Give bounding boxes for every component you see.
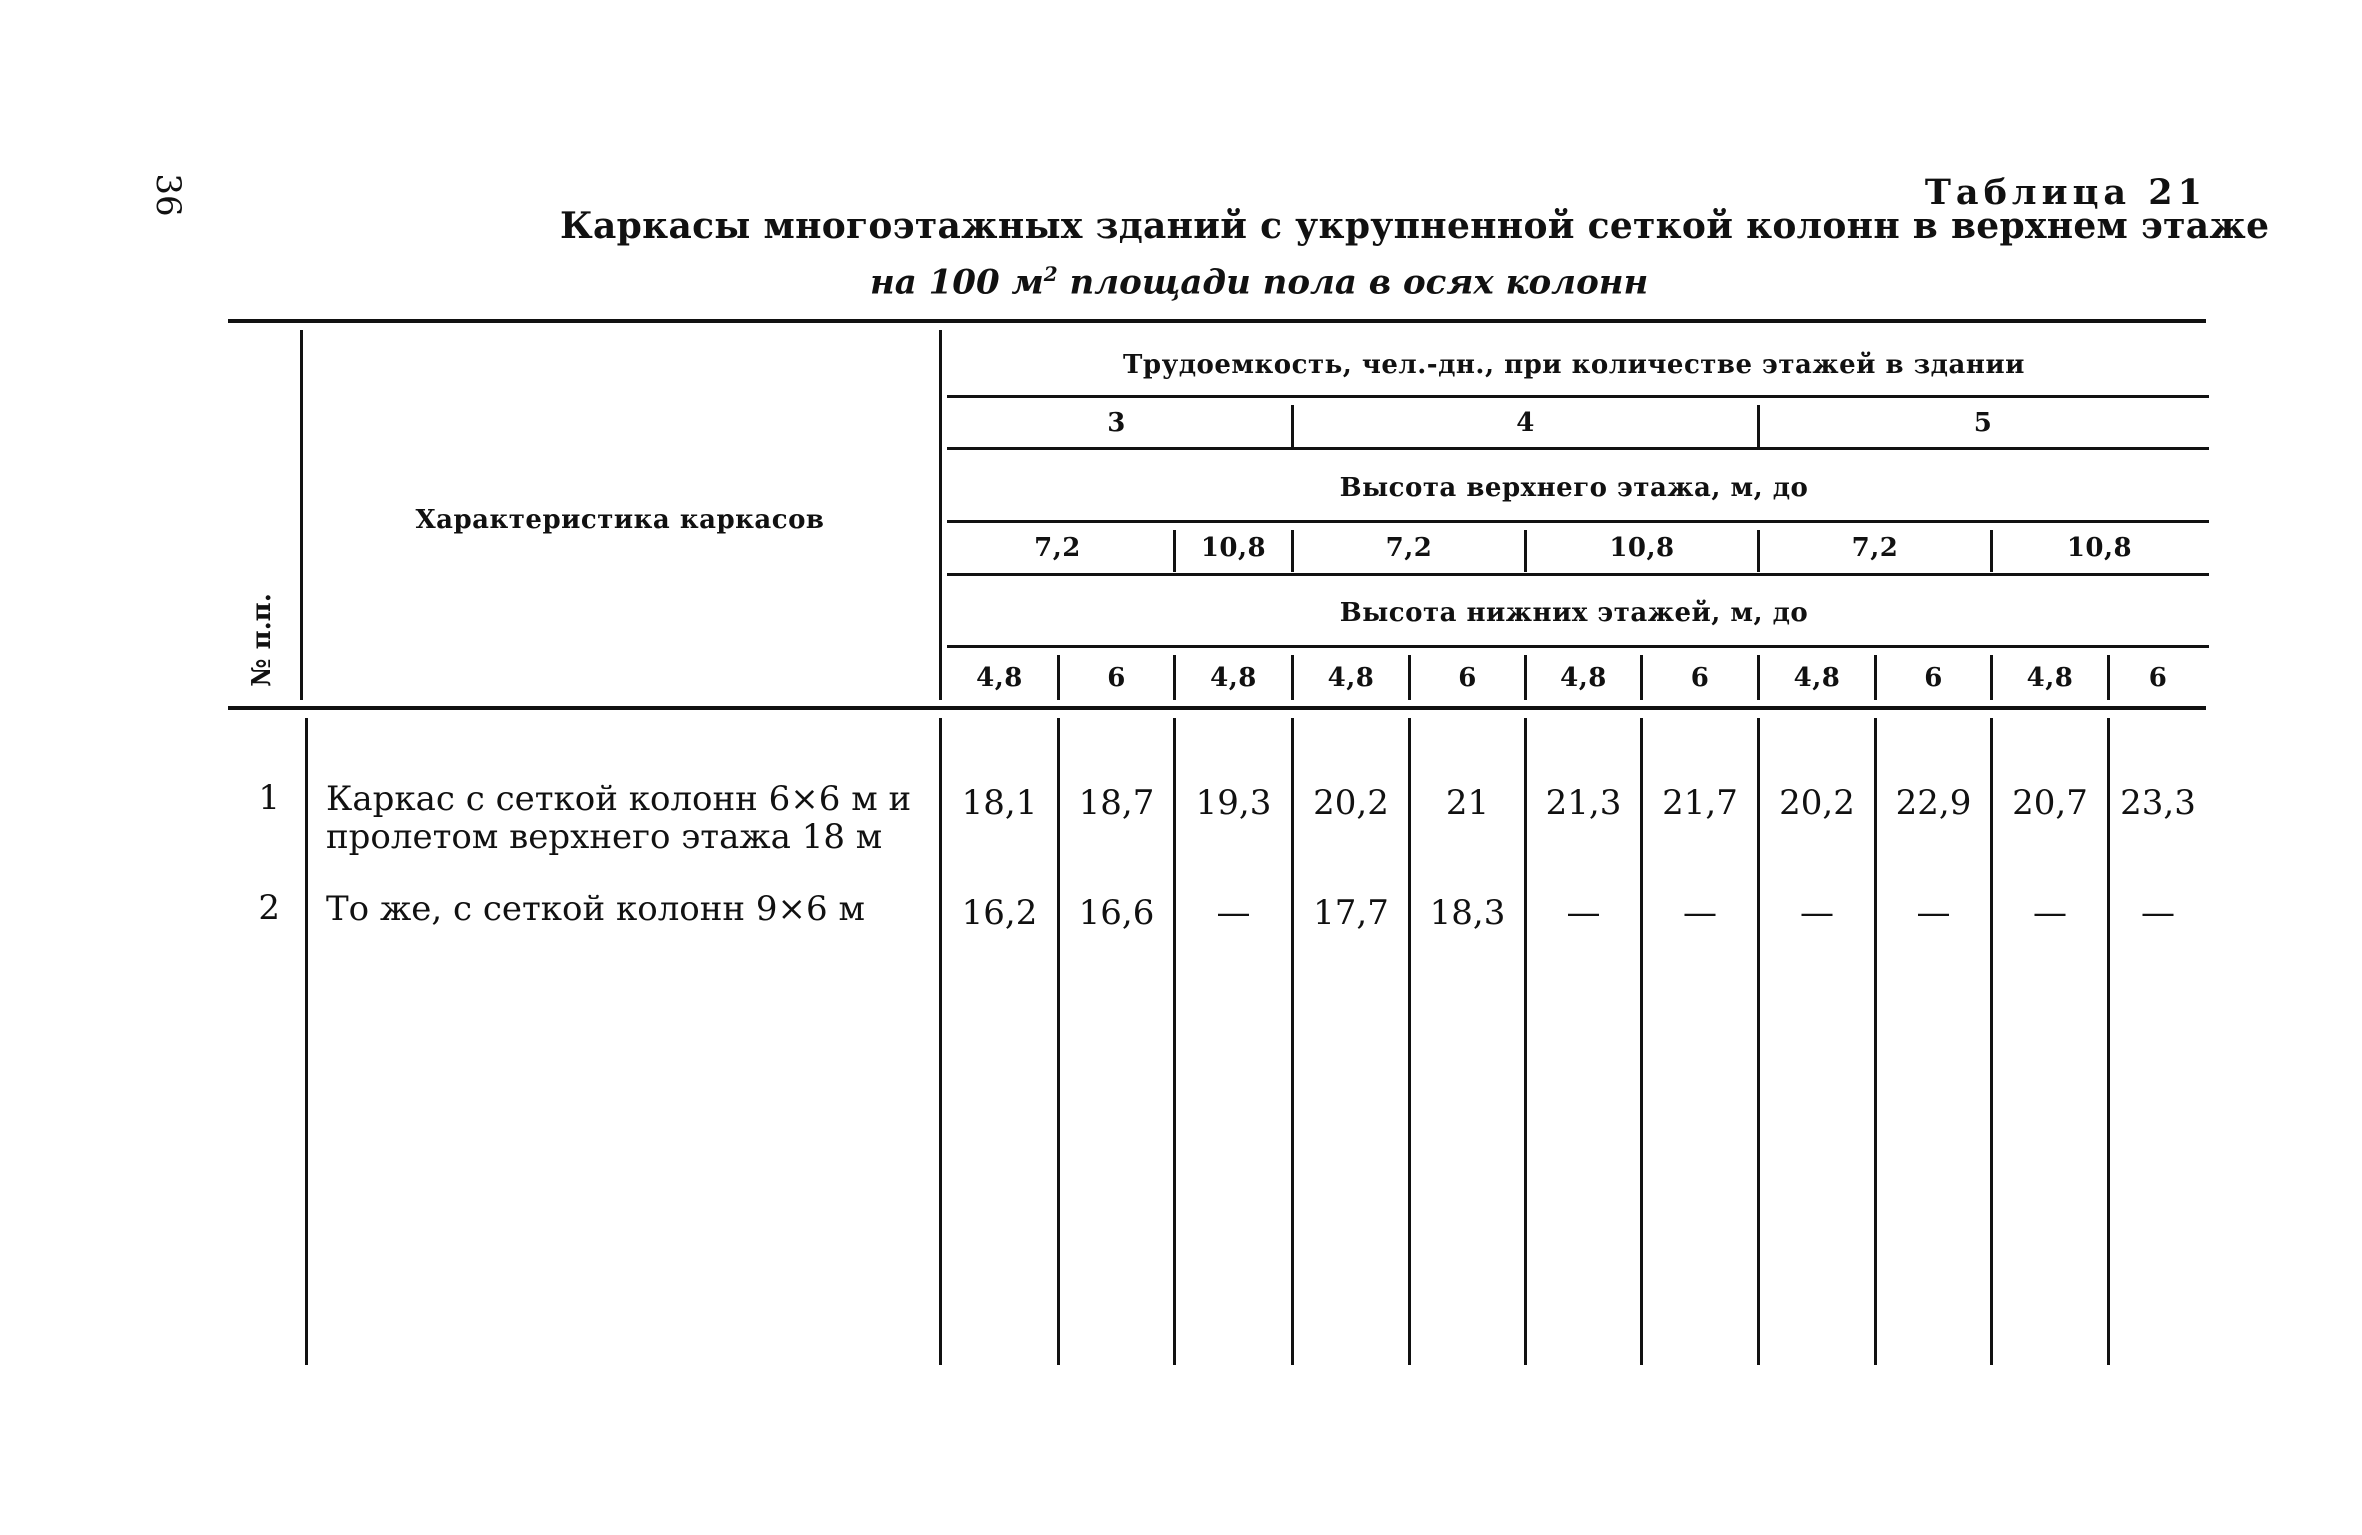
table-cell: 21 xyxy=(1445,783,1490,823)
table-cell: — xyxy=(1683,893,1717,933)
table-cell: — xyxy=(1916,893,1951,933)
upper-height-value: 10,8 xyxy=(1200,532,1267,563)
table-cell: 18,3 xyxy=(1429,893,1506,933)
table-cell: — xyxy=(2033,893,2067,933)
table-cell: 20,2 xyxy=(1313,783,1389,823)
lower-height-value: 6 xyxy=(1458,662,1477,693)
floors-header: 3 xyxy=(1107,407,1126,438)
row-description: Каркас с сеткой колонн 6×6 м и пролетом верхнего этажа 18 м xyxy=(326,779,912,857)
table-cell: 17,7 xyxy=(1313,893,1389,933)
row-number: 2 xyxy=(258,888,280,928)
lower-height-value: 4,8 xyxy=(1560,662,1607,693)
header-bottom-rule xyxy=(228,706,2206,710)
table-cell: 16,6 xyxy=(1078,893,1155,933)
header-rule xyxy=(947,447,2209,450)
row-number: 1 xyxy=(258,778,280,818)
lower-height-value: 4,8 xyxy=(1327,662,1375,693)
lower-height-value: 4,8 xyxy=(2026,662,2074,693)
table-cell: — xyxy=(1566,893,1601,933)
characteristic-header: Характеристика каркасов xyxy=(415,505,825,535)
lower-height-value: 4,8 xyxy=(1793,662,1841,693)
table-label: Таблица 21 xyxy=(1924,172,2207,213)
table-cell: 21,7 xyxy=(1662,783,1738,823)
table-cell: 19,3 xyxy=(1195,783,1272,823)
table-cell: — xyxy=(2141,893,2175,933)
table-cell: 20,2 xyxy=(1779,783,1855,823)
upper-height-value: 10,8 xyxy=(2066,532,2133,563)
upper-height-value: 10,8 xyxy=(1609,532,1675,563)
lower-height-value: 6 xyxy=(2148,662,2168,693)
header-rule xyxy=(947,573,2209,576)
lower-height-value: 6 xyxy=(1924,662,1943,693)
page-number: 36 xyxy=(148,173,188,217)
labor-header: Трудоемкость, чел.-дн., при количестве этажей в здании xyxy=(1123,350,2025,380)
upper-height-header: Высота верхнего этажа, м, до xyxy=(1339,472,1809,503)
lower-height-header: Высота нижних этажей, м, до xyxy=(1339,597,1809,628)
row-description: То же, с сеткой колонн 9×6 м xyxy=(326,889,865,929)
upper-height-value: 7,2 xyxy=(1385,532,1433,563)
table-top-rule xyxy=(228,319,2206,323)
subtitle-text: на 100 м xyxy=(870,262,1044,303)
table-cell: 18,1 xyxy=(961,783,1038,823)
lower-height-value: 4,8 xyxy=(976,662,1023,693)
table-cell: 23,3 xyxy=(2120,783,2196,823)
table-cell: 22,9 xyxy=(1895,783,1972,823)
table-cell: 18,7 xyxy=(1078,783,1155,823)
subtitle-superscript: 2 xyxy=(1043,262,1058,286)
subtitle-text-rest: площади пола в осях колонн xyxy=(1057,262,1649,303)
floors-header: 4 xyxy=(1516,407,1535,438)
row-number-header: № п.п. xyxy=(247,593,277,687)
lower-height-value: 6 xyxy=(1107,662,1126,693)
table-cell: 21,3 xyxy=(1545,783,1622,823)
column-divider xyxy=(305,718,308,1365)
header-rule xyxy=(947,395,2209,398)
table-subtitle xyxy=(870,262,1670,302)
table-cell: 20,7 xyxy=(2012,783,2088,823)
table-cell: 16,2 xyxy=(961,893,1038,933)
upper-height-value: 7,2 xyxy=(1851,532,1899,563)
header-rule xyxy=(947,645,2209,648)
floors-header: 5 xyxy=(1973,407,1993,438)
upper-height-value: 7,2 xyxy=(1034,532,1081,563)
lower-height-value: 6 xyxy=(1690,662,1710,693)
table-cell: — xyxy=(1800,893,1834,933)
header-rule xyxy=(947,520,2209,523)
table-title: Каркасы многоэтажных зданий с укрупненной сеткой колонн в верхнем этаже xyxy=(560,205,2270,247)
table-cell: — xyxy=(1216,893,1251,933)
lower-height-value: 4,8 xyxy=(1210,662,1257,693)
